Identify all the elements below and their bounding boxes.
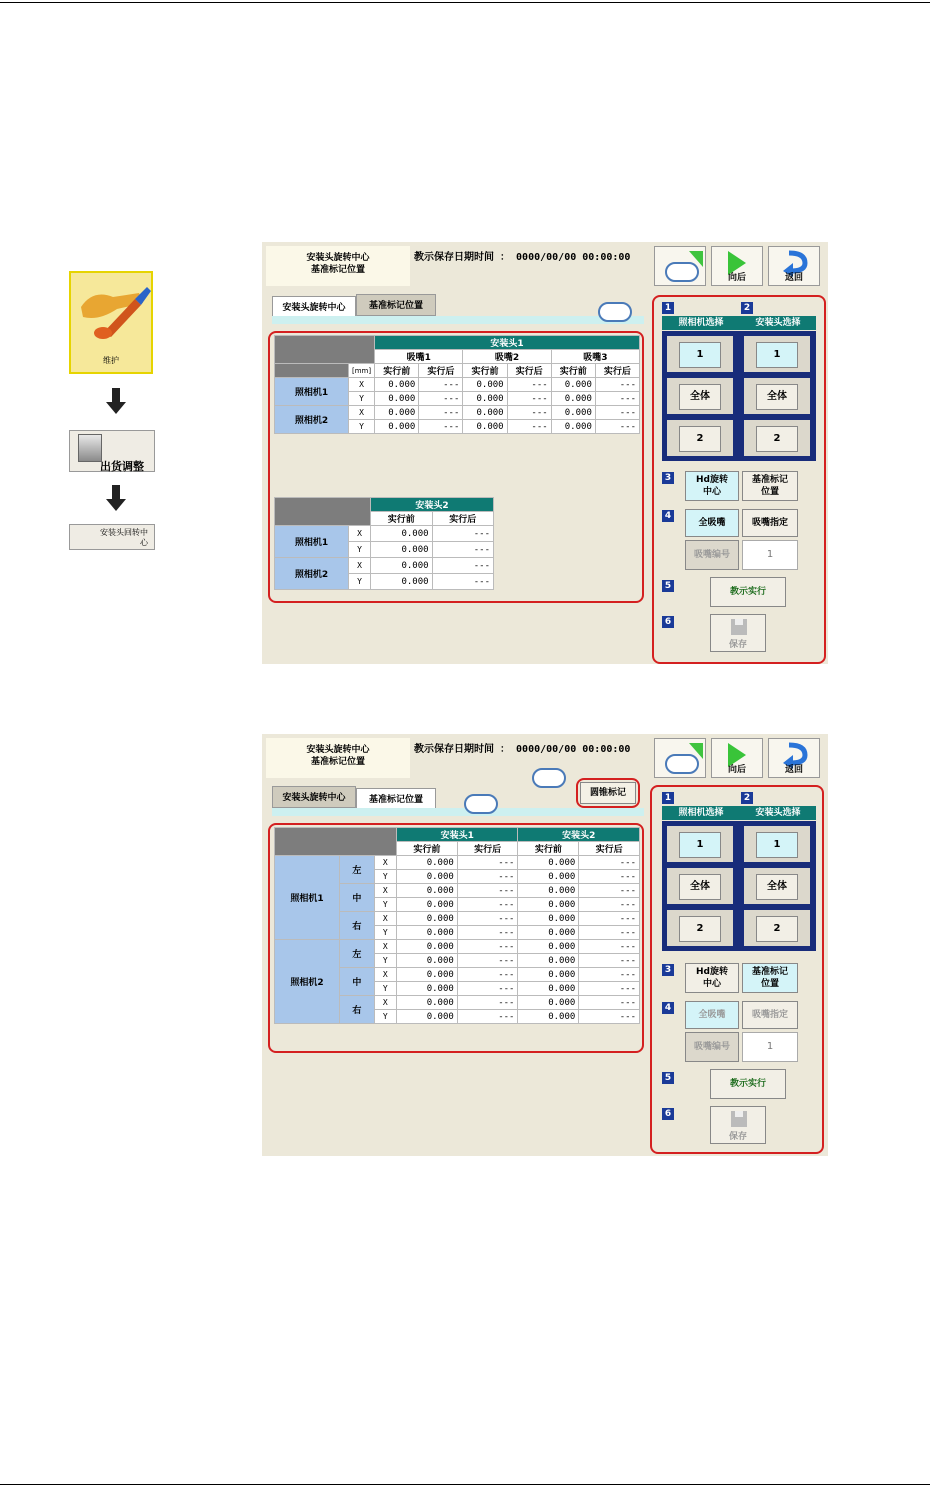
value-cell: --- [507,420,551,434]
screen2-timestamp: 教示保存日期时间 ： 0000/00/00 00:00:00 [414,744,631,755]
hd-rotation-label1: Hd旋转 [696,475,728,485]
axis-label: X [374,912,396,926]
col-after: 实行后 [595,364,639,378]
floppy-icon [729,1109,749,1129]
step-badge-2: 2 [741,302,753,314]
axis-label: Y [374,898,396,912]
camera-opt-cell [667,826,733,862]
axis-label: X [349,558,371,574]
axis-label: X [374,940,396,954]
value-cell: 0.000 [375,420,419,434]
value-cell: 0.000 [397,884,458,898]
bottom-rule [0,1484,930,1485]
value-cell: 0.000 [397,1010,458,1024]
camera-opt-cell [667,420,733,456]
col-before: 实行前 [371,512,433,526]
value-cell: 0.000 [551,420,595,434]
value-cell: 0.000 [463,392,507,406]
screen1-nozzle1-header: 吸嘴1 [375,350,463,364]
shipping-adjust-label: 出货调整 [100,460,144,473]
col-before: 实行前 [551,364,595,378]
axis-label: X [374,856,396,870]
screen1-forward-button[interactable] [711,246,763,286]
value-cell: --- [595,392,639,406]
value-cell: --- [457,926,518,940]
value-cell: --- [419,378,463,392]
pos-mid-label: 中 [340,968,375,996]
camera-opt-1[interactable]: 1 [679,832,721,858]
axis-label: X [349,526,371,542]
value-cell: --- [457,940,518,954]
step-badge-3: 3 [662,964,674,976]
axis-label: X [374,996,396,1010]
screen2-head2-header: 安装头2 [518,828,640,842]
flow-arrow-1 [106,388,126,414]
value-cell: 0.000 [518,982,579,996]
camera-opt-cell [667,378,733,414]
axis-label: Y [349,542,371,558]
pos-right-label: 右 [340,912,375,940]
col-after: 实行后 [579,842,640,856]
teach-execute-button[interactable]: 教示实行 [710,1069,786,1099]
maintenance-tile[interactable] [69,271,153,374]
camera-opt-cell [667,336,733,372]
camera-select-header: 照相机选择 [662,806,740,820]
camera-opt-cell [667,910,733,946]
maintenance-label: 维护 [103,356,119,365]
head-opt-cell [744,868,810,904]
camera-opt-all[interactable]: 全体 [679,384,721,410]
value-cell: 0.000 [463,406,507,420]
camera-opt-cell [667,868,733,904]
screen1-callout-top [665,262,699,282]
mark-position-button[interactable] [742,963,798,993]
value-cell: 0.000 [397,856,458,870]
head-rotation-center-button[interactable] [69,524,155,550]
camera2-label: 照相机2 [275,406,349,434]
table-row [275,856,640,870]
camera-opt-all[interactable]: 全体 [679,874,721,900]
value-cell: --- [419,420,463,434]
value-cell: --- [595,378,639,392]
head-opt-cell [744,826,810,862]
camera-opt-1[interactable]: 1 [679,342,721,368]
head-opt-all[interactable]: 全体 [756,874,798,900]
step-badge-4: 4 [662,510,674,522]
col-before: 实行前 [375,364,419,378]
value-cell: --- [432,574,493,590]
top-rule [0,2,930,3]
value-cell: --- [432,558,493,574]
screen1-nozzle2-header: 吸嘴2 [463,350,551,364]
camera-opt-2[interactable]: 2 [679,916,721,942]
hd-rotation-label2: 中心 [702,487,721,497]
value-cell: --- [579,1010,640,1024]
table-row [275,406,640,420]
screen1-head1-header: 安装头1 [375,336,640,350]
table-row [275,526,494,542]
value-cell: 0.000 [397,982,458,996]
value-cell: 0.000 [518,954,579,968]
camera1-label: 照相机1 [275,856,340,940]
mark-pos-label2: 位置 [760,979,779,989]
head-opt-all[interactable]: 全体 [756,384,798,410]
head-opt-cell [744,378,810,414]
mark-pos-label1: 基准标记 [751,967,788,977]
screen1-timestamp: 教示保存日期时间 ： 0000/00/00 00:00:00 [414,252,631,263]
screen1-callout-tab [598,302,632,322]
all-nozzle-button[interactable]: 全吸嘴 [685,509,739,537]
head-opt-cell [744,336,810,372]
hd-rotation-label1: Hd旋转 [696,967,728,977]
axis-label: X [349,406,375,420]
screen1-head2-header: 安装头2 [371,498,494,512]
screen1-tab-rotation[interactable]: 安装头旋转中心 [272,296,356,318]
value-cell: --- [419,392,463,406]
camera-select-header: 照相机选择 [662,316,740,330]
pos-left-label: 左 [340,856,375,884]
col-after: 实行后 [507,364,551,378]
step-badge-1: 1 [662,792,674,804]
axis-label: Y [374,926,396,940]
value-cell: --- [579,884,640,898]
col-after: 实行后 [419,364,463,378]
nozzle-specify-button[interactable]: 吸嘴指定 [742,509,798,537]
step-badge-5: 5 [662,1072,674,1084]
value-cell: 0.000 [518,870,579,884]
col-before: 实行前 [518,842,579,856]
hd-rotation-label2: 中心 [702,979,721,989]
screen1-tab-mark[interactable]: 基准标记位置 [356,294,436,316]
value-cell: --- [457,982,518,996]
value-cell: 0.000 [518,912,579,926]
head-select-header: 安装头选择 [740,806,816,820]
screen1-title-line2: 基准标记位置 [310,265,365,275]
screen1-panel [262,242,828,664]
screen1-nozzle3-header: 吸嘴3 [551,350,639,364]
screen2-return-label: 返回 [784,765,803,775]
value-cell: --- [579,940,640,954]
save-button[interactable] [710,614,766,652]
axis-label: Y [374,954,396,968]
value-cell: --- [579,926,640,940]
screen1-forward-label: 向后 [727,273,746,283]
nozzle-number-label: 吸嘴编号 [685,1032,739,1062]
value-cell: --- [419,406,463,420]
screen2-callout-top [665,754,699,774]
value-cell: 0.000 [371,526,433,542]
value-cell: 0.000 [518,926,579,940]
value-cell: 0.000 [518,968,579,982]
value-cell: --- [579,954,640,968]
value-cell: --- [457,884,518,898]
head-opt-2[interactable]: 2 [756,916,798,942]
value-cell: 0.000 [375,378,419,392]
nozzle-number-field[interactable]: 1 [742,540,798,570]
value-cell: 0.000 [397,996,458,1010]
all-nozzle-button[interactable]: 全吸嘴 [685,1001,739,1029]
screen1-return-button[interactable] [768,246,820,286]
save-button[interactable] [710,1106,766,1144]
value-cell: --- [507,392,551,406]
axis-label: Y [349,420,375,434]
value-cell: --- [579,912,640,926]
head-opt-cell [744,420,810,456]
value-cell: --- [457,968,518,982]
screen2-panel [262,734,828,1156]
value-cell: --- [457,1010,518,1024]
value-cell: 0.000 [551,378,595,392]
head-opt-2[interactable]: 2 [756,426,798,452]
camera2-label: 照相机2 [275,940,340,1024]
axis-label: X [374,968,396,982]
value-cell: --- [457,996,518,1010]
value-cell: 0.000 [518,1010,579,1024]
axis-label: X [349,378,375,392]
head-opt-1[interactable]: 1 [756,832,798,858]
head-select-header: 安装头选择 [740,316,816,330]
head-rotation-center-label: 安装头回转中心 [100,528,148,547]
value-cell: 0.000 [551,406,595,420]
camera1-label: 照相机1 [275,378,349,406]
value-cell: 0.000 [518,884,579,898]
value-cell: 0.000 [518,996,579,1010]
screen2-head1-header: 安装头1 [397,828,518,842]
screen2-return-button[interactable] [768,738,820,778]
axis-label: Y [374,1010,396,1024]
value-cell: --- [595,420,639,434]
value-cell: 0.000 [463,378,507,392]
step-badge-5: 5 [662,580,674,592]
screen1-table2 [274,497,494,590]
value-cell: --- [507,378,551,392]
screen1-unit: [mm] [349,364,375,378]
screen2-callout-mark [532,768,566,788]
screen2-callout-tab [464,794,498,814]
value-cell: 0.000 [397,870,458,884]
value-cell: --- [432,542,493,558]
screen1-table1 [274,335,640,434]
mark-pos-label1: 基准标记 [751,475,788,485]
value-cell: --- [579,996,640,1010]
col-before: 实行前 [463,364,507,378]
value-cell: 0.000 [371,558,433,574]
nozzle-number-field[interactable]: 1 [742,1032,798,1062]
value-cell: --- [457,856,518,870]
screen2-title-line1: 安装头旋转中心 [306,745,370,755]
chart-icon [78,434,102,462]
pos-mid-label: 中 [340,884,375,912]
value-cell: 0.000 [371,542,433,558]
nozzle-specify-button[interactable]: 吸嘴指定 [742,1001,798,1029]
value-cell: 0.000 [375,406,419,420]
value-cell: 0.000 [518,898,579,912]
value-cell: --- [457,898,518,912]
table-row [275,378,640,392]
mark-pos-label2: 位置 [760,487,779,497]
value-cell: --- [595,406,639,420]
value-cell: 0.000 [375,392,419,406]
camera2-label: 照相机2 [275,558,349,590]
axis-label: X [374,884,396,898]
value-cell: --- [457,954,518,968]
selector-grid [662,821,816,951]
screen1-tab-underline [272,316,644,324]
value-cell: 0.000 [397,954,458,968]
circle-mark-button[interactable]: 圆锥标记 [580,782,636,804]
screen2-tab-underline [272,808,644,816]
screen2-forward-label: 向后 [727,765,746,775]
step-badge-6: 6 [662,616,674,628]
head-opt-1[interactable]: 1 [756,342,798,368]
axis-label: Y [374,870,396,884]
screen2-forward-button[interactable] [711,738,763,778]
screen1-title [266,246,410,286]
value-cell: --- [457,912,518,926]
value-cell: 0.000 [518,940,579,954]
col-after: 实行后 [457,842,518,856]
pos-left-label: 左 [340,940,375,968]
value-cell: 0.000 [397,912,458,926]
mark-position-button[interactable] [742,471,798,501]
screen1-return-label: 返回 [784,273,803,283]
table-row [275,940,640,954]
step-badge-1: 1 [662,302,674,314]
value-cell: --- [579,856,640,870]
screen2-title [266,738,410,778]
step-badge-2: 2 [741,792,753,804]
nozzle-number-label: 吸嘴编号 [685,540,739,570]
value-cell: 0.000 [551,392,595,406]
flow-arrow-2 [106,485,126,511]
shipping-adjust-button[interactable] [69,430,155,472]
value-cell: --- [432,526,493,542]
camera1-label: 照相机1 [275,526,349,558]
camera-opt-2[interactable]: 2 [679,426,721,452]
screen2-table [274,827,640,1024]
value-cell: 0.000 [397,940,458,954]
screen2-tab-rotation[interactable]: 安装头旋转中心 [272,786,356,808]
step-badge-6: 6 [662,1108,674,1120]
value-cell: 0.000 [397,968,458,982]
screen1-title-line1: 安装头旋转中心 [306,253,370,263]
wrench-screwdriver-icon [73,277,153,347]
head-opt-cell [744,910,810,946]
value-cell: 0.000 [397,926,458,940]
hd-rotation-center-button[interactable] [685,471,739,501]
teach-execute-button[interactable]: 教示实行 [710,577,786,607]
save-label: 保存 [728,640,747,650]
col-before: 实行前 [397,842,458,856]
value-cell: 0.000 [371,574,433,590]
axis-label: Y [349,392,375,406]
axis-label: Y [349,574,371,590]
floppy-icon [729,617,749,637]
value-cell: 0.000 [397,898,458,912]
value-cell: --- [579,968,640,982]
value-cell: 0.000 [463,420,507,434]
value-cell: --- [507,406,551,420]
value-cell: --- [457,870,518,884]
step-badge-3: 3 [662,472,674,484]
hd-rotation-center-button[interactable] [685,963,739,993]
selector-grid [662,331,816,461]
pos-right-label: 右 [340,996,375,1024]
value-cell: --- [579,870,640,884]
axis-label: Y [374,982,396,996]
screen2-tab-mark[interactable]: 基准标记位置 [356,788,436,810]
screen2-title-line2: 基准标记位置 [310,757,365,767]
value-cell: --- [579,982,640,996]
value-cell: 0.000 [518,856,579,870]
col-after: 实行后 [432,512,493,526]
save-label: 保存 [728,1132,747,1142]
value-cell: --- [579,898,640,912]
table-row [275,558,494,574]
step-badge-4: 4 [662,1002,674,1014]
